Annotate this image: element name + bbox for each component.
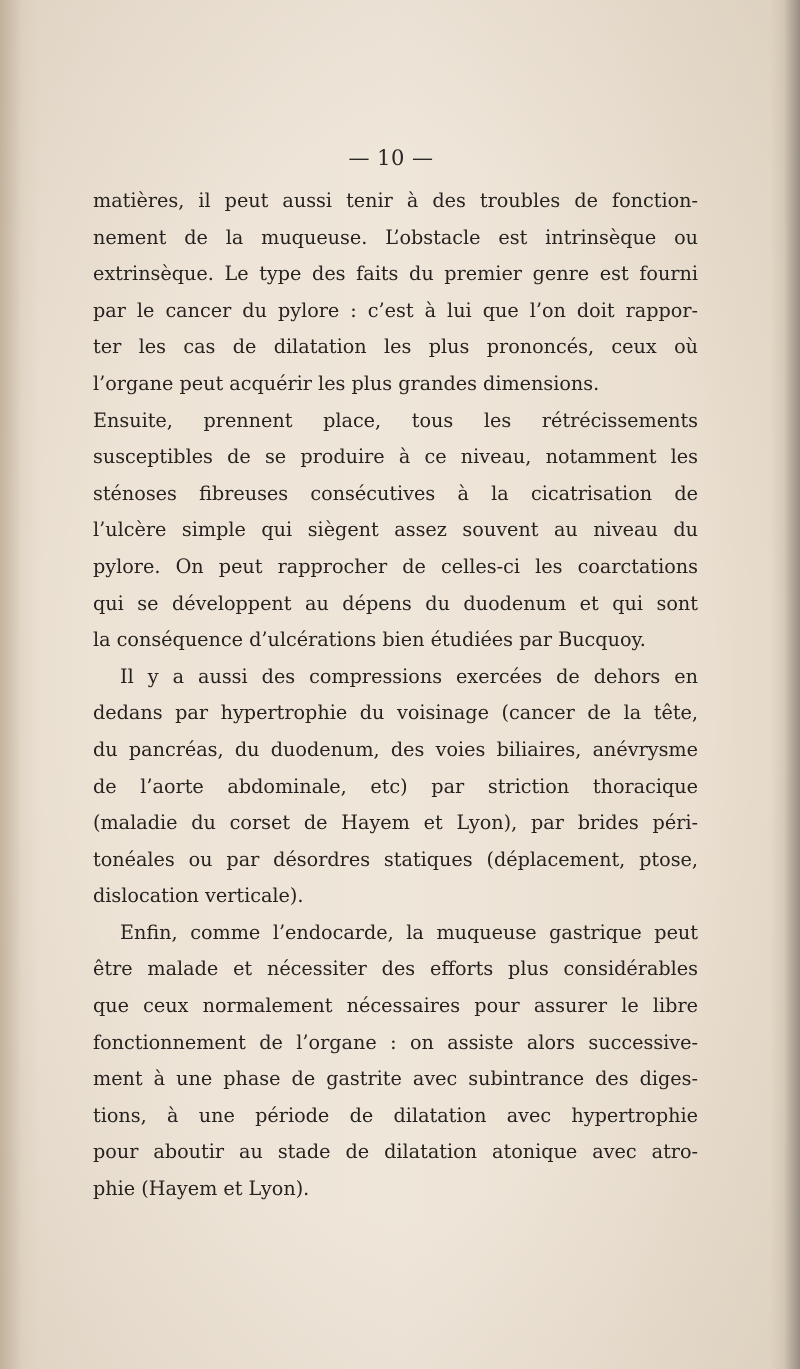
text-line: ment à une phase de gastrite avec subintrance des diges-	[93, 1067, 698, 1091]
text-line: fonctionnement de l’organe : on assiste alors successive-	[93, 1030, 698, 1054]
text-line: du pancréas, du duodenum, des voies biliaires, anévrysme	[93, 737, 698, 761]
text-line: ter les cas de dilatation les plus prononcés, ceux où	[93, 335, 698, 359]
text-line: Ensuite, prennent place, tous les rétrécissements	[93, 408, 698, 432]
text-line: sténoses fibreuses consécutives à la cicatrisation de	[93, 481, 698, 505]
text-line: tonéales ou par désordres statiques (déplacement, ptose,	[93, 847, 698, 871]
text-line: susceptibles de se produire à ce niveau, notamment les	[93, 445, 698, 469]
body-text	[93, 183, 698, 1208]
text-line: de l’aorte abdominale, etc) par striction thoracique	[93, 774, 698, 798]
text-line: matières, il peut aussi tenir à des troubles de fonction-	[93, 189, 698, 212]
text-line: être malade et nécessiter des efforts plus considérables	[93, 957, 698, 981]
text-line: pour aboutir au stade de dilatation atonique avec atro-	[93, 1140, 698, 1164]
text-line: que ceux normalement nécessaires pour assurer le libre	[93, 994, 698, 1018]
page-number: — 10 —	[348, 146, 434, 170]
text-line: extrinsèque. Le type des faits du premier genre est fourni	[93, 262, 698, 286]
page-left-shadow	[0, 0, 22, 1369]
text-line: (maladie du corset de Hayem et Lyon), par brides péri-	[93, 811, 698, 835]
text-line: par le cancer du pylore : c’est à lui que l’on doit rappor-	[93, 298, 698, 322]
text-line: nement de la muqueuse. L’obstacle est intrinsèque ou	[93, 225, 698, 249]
text-line: dedans par hypertrophie du voisinage (cancer de la tête,	[93, 701, 698, 725]
text-line: l’organe peut acquérir les plus grandes dimensions.	[93, 371, 600, 395]
text-line: Enfin, comme l’endocarde, la muqueuse gastrique peut	[120, 920, 698, 944]
text-line: Il y a aussi des compressions exercées de dehors en	[120, 664, 698, 688]
text-line: l’ulcère simple qui siègent assez souvent au niveau du	[93, 518, 698, 542]
text-line: qui se développent au dépens du duodenum et qui sont	[93, 591, 698, 615]
text-line: phie (Hayem et Lyon).	[93, 1177, 310, 1201]
text-line: tions, à une période de dilatation avec hypertrophie	[93, 1103, 698, 1127]
page-right-edge	[784, 0, 800, 1369]
text-line: pylore. On peut rapprocher de celles-ci les coarctations	[93, 554, 698, 578]
text-line: dislocation verticale).	[93, 884, 304, 908]
text-line: la conséquence d’ulcérations bien étudiées par Bucquoy.	[93, 628, 646, 652]
